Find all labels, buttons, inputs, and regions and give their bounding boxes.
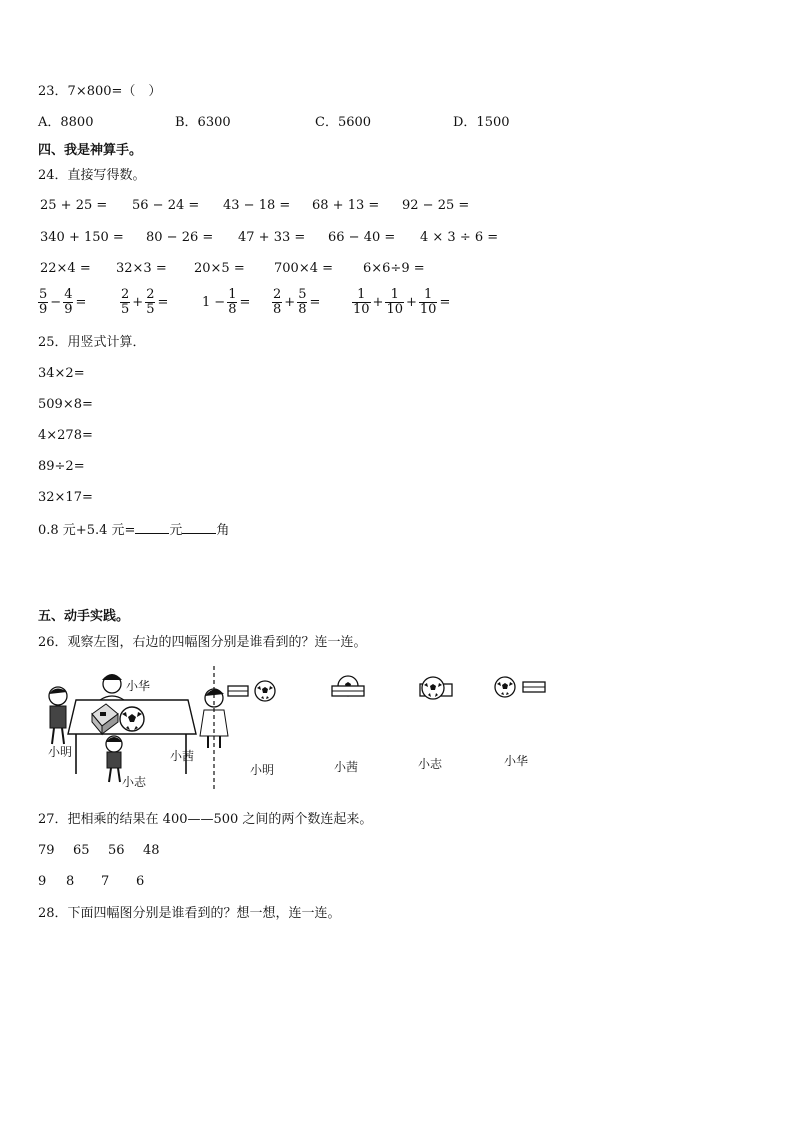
scene-label-xiqian: 小茜: [170, 749, 195, 763]
q27-row2-n3: 7: [101, 874, 110, 889]
q27-row2-n1: 9: [38, 874, 47, 889]
q24-fraction-4: $\frac{2}{8}$ + $\frac{5}{8}$ =: [273, 287, 321, 317]
q23-option-d: D．1500: [453, 115, 510, 130]
person-xiaohua-icon: [100, 674, 124, 700]
q25-item-1: 34×2=: [38, 366, 85, 381]
money-unit-jiao: 角: [216, 523, 230, 538]
q24-r2-c4: 66 − 40 =: [328, 230, 396, 245]
q25-item-4: 89÷2=: [38, 459, 85, 474]
view-label-3: 小志: [418, 757, 443, 771]
soccer-ball-icon: [120, 707, 144, 731]
q23-option-c: C．5600: [315, 115, 372, 130]
q24-r1-c1: 25 + 25 =: [40, 198, 108, 213]
person-xiaoming-icon: [49, 687, 67, 744]
q24-r2-c3: 47 + 33 =: [238, 230, 306, 245]
view-label-2: 小茜: [334, 760, 359, 774]
q25-item-2: 509×8=: [38, 397, 93, 412]
q27-stem: 27．把相乘的结果在 400——500 之间的两个数连起来。: [38, 812, 373, 827]
q27-row2-n4: 6: [136, 874, 145, 889]
q24-r1-c4: 68 + 13 =: [312, 198, 380, 213]
q27-row1-n1: 79: [38, 843, 55, 858]
q25-item-5: 32×17=: [38, 490, 93, 505]
view-1-box-ball: [228, 681, 275, 701]
answer-blank-yuan: [135, 521, 169, 534]
q24-r2-c1: 340 + 150 =: [40, 230, 124, 245]
scene-label-xiaoming: 小明: [48, 745, 73, 759]
q24-fraction-5: $\frac{1}{10}$ + $\frac{1}{10}$ + $\frac{1}{10}$ =: [353, 287, 451, 317]
view-label-4: 小华: [504, 754, 529, 768]
scene-illustration: [48, 674, 228, 789]
q24-r1-c3: 43 − 18 =: [223, 198, 291, 213]
q27-row2-n2: 8: [66, 874, 75, 889]
money-unit-yuan: 元: [169, 523, 183, 538]
q23-option-b: B．6300: [175, 115, 231, 130]
q24-fraction-1: $\frac{5}{9}$ − $\frac{4}{9}$ =: [39, 287, 87, 317]
q25-money-line: [38, 521, 229, 539]
view-2-ball-behind-box: [332, 676, 364, 696]
answer-blank-jiao: [182, 521, 216, 534]
q26-stem: 26．观察左图，右边的四幅图分别是谁看到的？连一连。: [38, 635, 367, 650]
view-4-ball-box: [495, 677, 545, 697]
q27-row1-n4: 48: [143, 843, 160, 858]
q23-stem: 23．7×800=（ ）: [38, 84, 162, 99]
q24-fraction-3: 1 − $\frac{1}{8}$ =: [202, 287, 251, 317]
q26-figure: [36, 664, 566, 792]
q24-stem: 24．直接写得数。: [38, 168, 146, 183]
q24-r3-c2: 32×3 =: [116, 261, 167, 276]
q24-r3-c1: 22×4 =: [40, 261, 91, 276]
money-expression: 0.8 元+5.4 元=: [38, 523, 136, 538]
q25-item-3: 4×278=: [38, 428, 93, 443]
q23-option-a: A．8800: [38, 115, 94, 130]
view-label-1: 小明: [250, 763, 275, 777]
q24-fraction-2: $\frac{2}{5}$ + $\frac{2}{5}$ =: [121, 287, 169, 317]
q24-r1-c5: 92 − 25 =: [402, 198, 470, 213]
scene-label-xiaozhi: 小志: [122, 775, 147, 789]
section-4-title: 四、我是神算手。: [38, 143, 143, 158]
scene-label-xiaohua: 小华: [126, 679, 151, 693]
q24-r2-c5: 4 × 3 ÷ 6 =: [420, 230, 499, 245]
q24-r3-c3: 20×5 =: [194, 261, 245, 276]
q24-r3-c5: 6×6÷9 =: [363, 261, 425, 276]
q25-stem: 25．用竖式计算．: [38, 335, 146, 350]
q27-row1-n3: 56: [108, 843, 125, 858]
q28-stem: 28．下面四幅图分别是谁看到的？想一想，连一连。: [38, 906, 341, 921]
person-xiaozhi-icon: [106, 736, 122, 782]
q24-r1-c2: 56 − 24 =: [132, 198, 200, 213]
section-5-title: 五、动手实践。: [38, 609, 130, 624]
q24-r3-c4: 700×4 =: [274, 261, 334, 276]
view-3-ball-front-box: [420, 677, 452, 699]
q24-r2-c2: 80 − 26 =: [146, 230, 214, 245]
q27-row1-n2: 65: [73, 843, 90, 858]
